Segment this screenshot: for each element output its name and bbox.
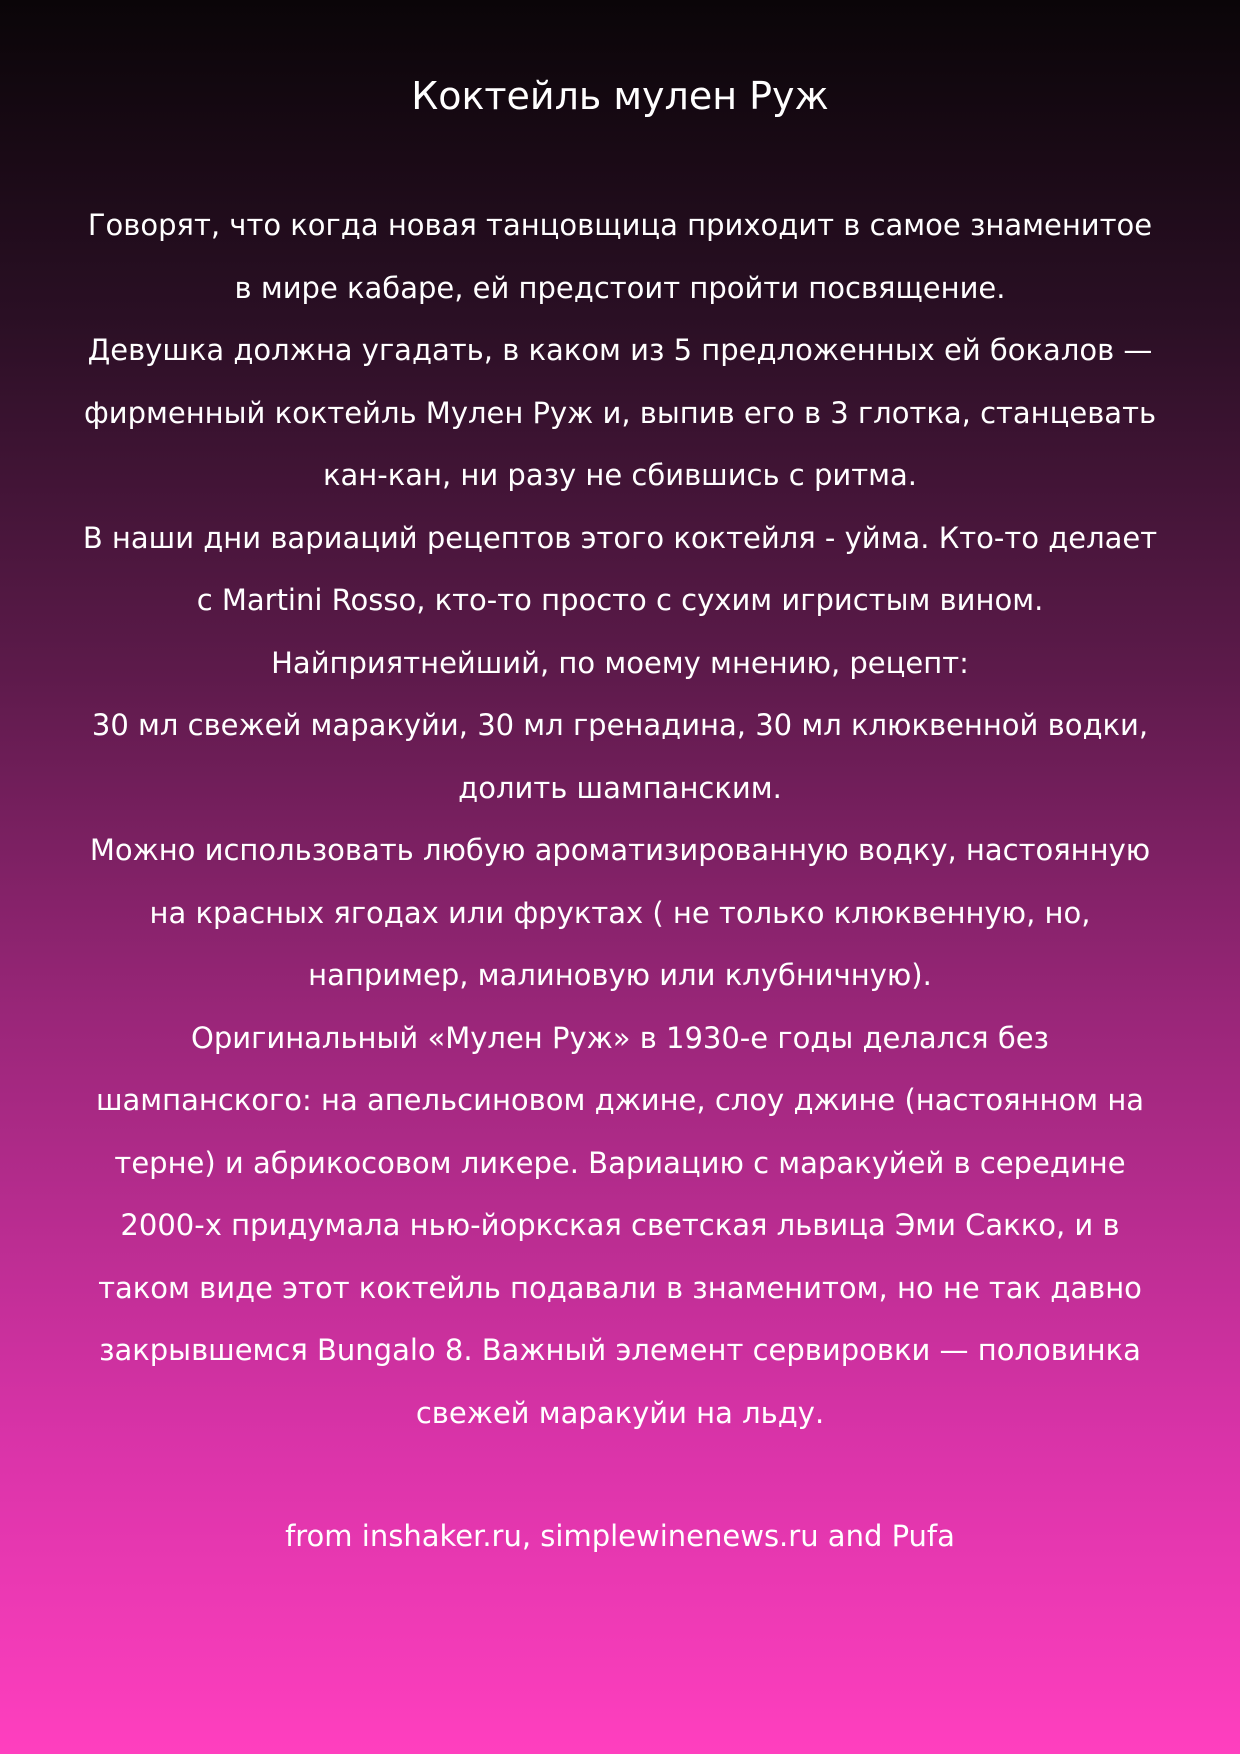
text-line: Оригинальный «Мулен Руж» в 1930-е годы делался без bbox=[191, 1020, 1049, 1055]
text-line: Можно использовать любую ароматизированную водку, настоянную bbox=[89, 833, 1151, 867]
text-line: Девушка должна угадать, в каком из 5 предложенных ей бокалов — bbox=[87, 333, 1153, 367]
source-credit: from inshaker.ru, simplewinenews.ru and Pufa bbox=[285, 1519, 955, 1553]
text-line: свежей маракуйи на льду. bbox=[415, 1395, 825, 1430]
text-line: таком виде этот коктейль подавали в знаменитом, но не так давно bbox=[98, 1270, 1142, 1305]
text-line: 30 мл свежей маракуйи, 30 мл гренадина, 30 мл клюквенной водки, bbox=[91, 708, 1149, 742]
text-line: долить шампанским. bbox=[458, 770, 782, 805]
text-line: например, малиновую или клубничную). bbox=[308, 958, 932, 992]
text-line: терне) и абрикосовом ликере. Вариацию с маракуйей в середине bbox=[114, 1145, 1126, 1180]
text-line: закрывшемся Bungalo 8. Важный элемент сервировки — половинка bbox=[99, 1333, 1141, 1367]
text-line: в мире кабаре, ей предстоит пройти посвящение. bbox=[234, 270, 1006, 305]
text-line: фирменный коктейль Мулен Руж и, выпив его в 3 глотка, станцевать bbox=[83, 395, 1157, 430]
text-line: Найприятнейший, по моему мнению, рецепт: bbox=[271, 645, 969, 680]
text-line: 2000-х придумала нью-йоркская светская львица Эми Сакко, и в bbox=[120, 1208, 1120, 1242]
page-title: Коктейль мулен Руж bbox=[411, 74, 829, 118]
text-line: с Martini Rosso, кто-то просто с сухим игристым вином. bbox=[196, 583, 1044, 617]
text-line: Говорят, что когда новая танцовщица приходит в самое знаменитое bbox=[87, 208, 1153, 242]
article-body bbox=[80, 194, 1160, 1444]
text-line: на красных ягодах или фруктах ( не только клюквенную, но, bbox=[149, 895, 1091, 930]
text-line: шампанского: на апельсиновом джине, слоу джине (настоянном на bbox=[95, 1083, 1145, 1117]
text-line: кан-кан, ни разу не сбившись с ритма. bbox=[322, 458, 917, 492]
text-line: В наши дни вариаций рецептов этого коктейля - уйма. Кто-то делает bbox=[82, 520, 1158, 555]
